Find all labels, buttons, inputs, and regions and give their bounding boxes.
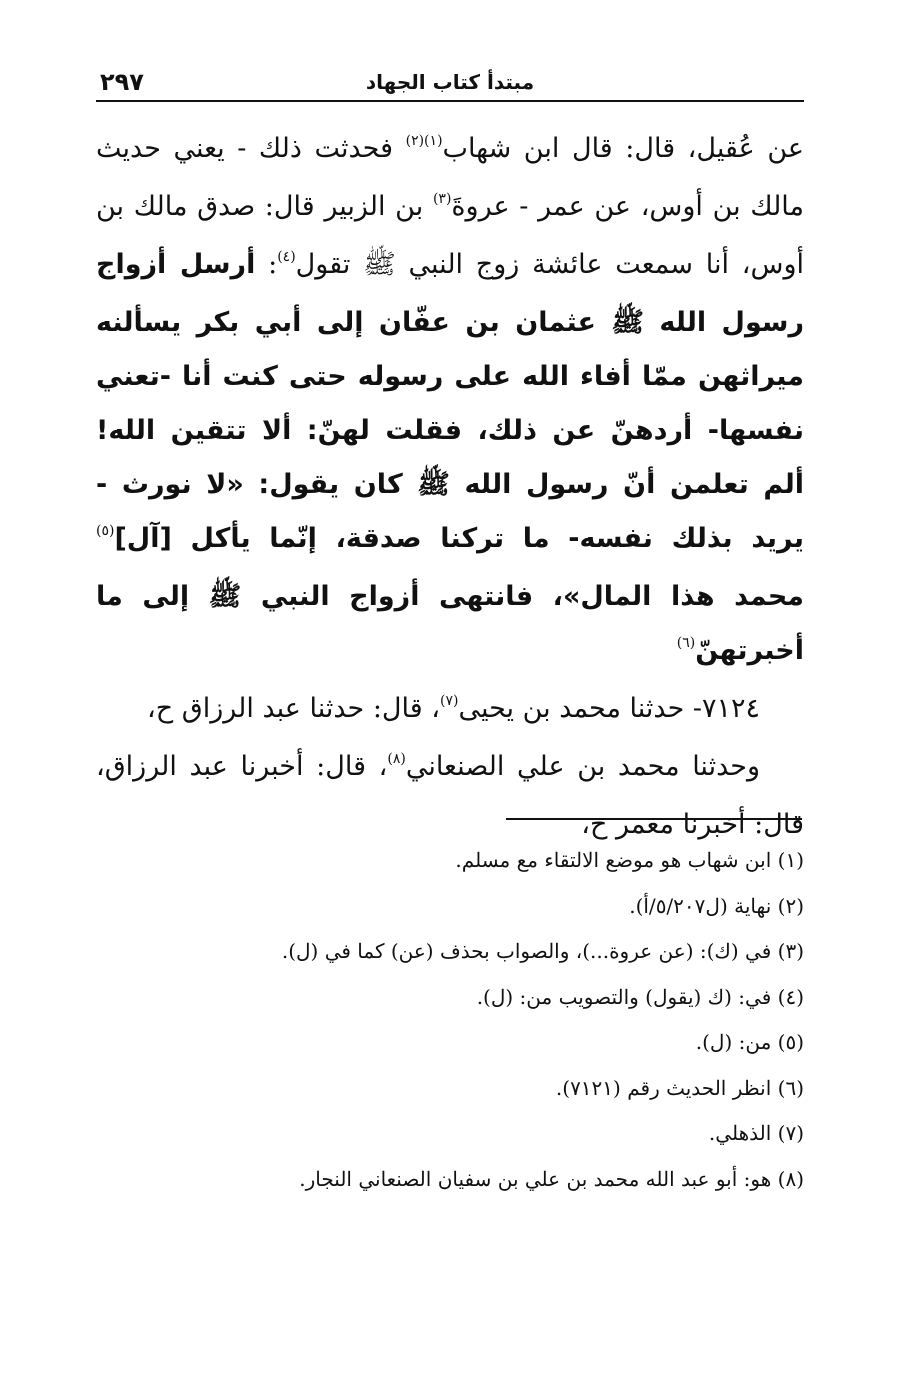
footnote-4: (٤) في: (ك (يقول) والتصويب من: (ل). (476, 984, 804, 1009)
footnote-ref-5: (٥) (96, 523, 115, 539)
footnote-ref-8: (٨) (387, 751, 406, 767)
page-number: ٢٩٧ (100, 68, 144, 96)
text-segment: وحدثنا محمد بن علي الصنعاني (405, 751, 760, 782)
footnote-ref-1-2: (١)(٢) (405, 133, 443, 149)
footnote-1: (١) ابن شهاب هو موضع الالتقاء مع مسلم. (455, 848, 804, 872)
paragraph-hadith-7124 (96, 682, 804, 740)
running-title: مبتدأ كتاب الجهاد (365, 70, 535, 94)
paragraph-isnad (96, 740, 804, 852)
footnote-7: (٧) الذهلي. (708, 1121, 804, 1145)
footnote-5: (٥) من: (ل). (695, 1030, 804, 1054)
footnote-ref-4: (٤) (277, 249, 296, 265)
footnote-separator (506, 818, 802, 820)
text-segment: ، قال: أخبرنا عبد الرزاق، قال: أخبرنا معمر ح، (96, 751, 804, 840)
footnote-ref-3: (٣) (432, 191, 452, 207)
footnote-ref-6: (٦) (676, 635, 696, 651)
footnote-2: (٢) نهاية (ل٥/٢٠٧/أ). (629, 893, 804, 918)
footnote-8: (٨) هو: أبو عبد الله محمد بن علي بن سفيان الصنعاني النجار. (299, 1166, 804, 1191)
page-header (96, 68, 804, 102)
bold-hadith-text: أرسل أزواج رسول الله ﷺ عثمان بن عفّان إلى أبي بكر يسألنه ميراثهن ممّا أفاء الله على رسوله حتى كنت أنا -تعني نفسها- أردهنّ عن ذلك، فقلت لهنّ: ألا تتقين الله! ألم تعلمن أنّ رسول الله ﷺ كان يقول: «لا نورث - يريد بذلك نفسه- ما تركنا صدقة، إنّما يأكل [آل] (96, 249, 804, 554)
text-segment: ٧١٢٤- حدثنا محمد بن يحيى (458, 693, 760, 724)
paragraph-hadith-text (96, 122, 804, 682)
bold-hadith-text: محمد هذا المال»، فانتهى أزواج النبي ﷺ إلى ما أخبرتهنّ (96, 581, 804, 666)
main-text (96, 122, 804, 852)
footnote-ref-7: (٧) (439, 693, 459, 709)
text-segment: عن عُقيل، قال: قال ابن شهاب (442, 133, 804, 164)
footnote-3: (٣) في (ك): (عن عروة...)، والصواب بحذف (عن) كما في (ل). (281, 939, 804, 963)
footnote-6: (٦) انظر الحديث رقم (٧١٢١). (555, 1075, 804, 1100)
text-segment: ، قال: حدثنا عبد الرزاق ح، (147, 693, 440, 724)
text-segment: بن الزبير قال: صدق مالك بن أوس، أنا سمعت عائشة زوج النبي ﷺ تقول (96, 191, 804, 280)
text-segment: : (255, 249, 278, 280)
text-segment: فحدثت ذلك - يعني حديث مالك بن أوس، عن عمر - عروةَ (96, 133, 804, 222)
footnotes-list (96, 838, 804, 1202)
